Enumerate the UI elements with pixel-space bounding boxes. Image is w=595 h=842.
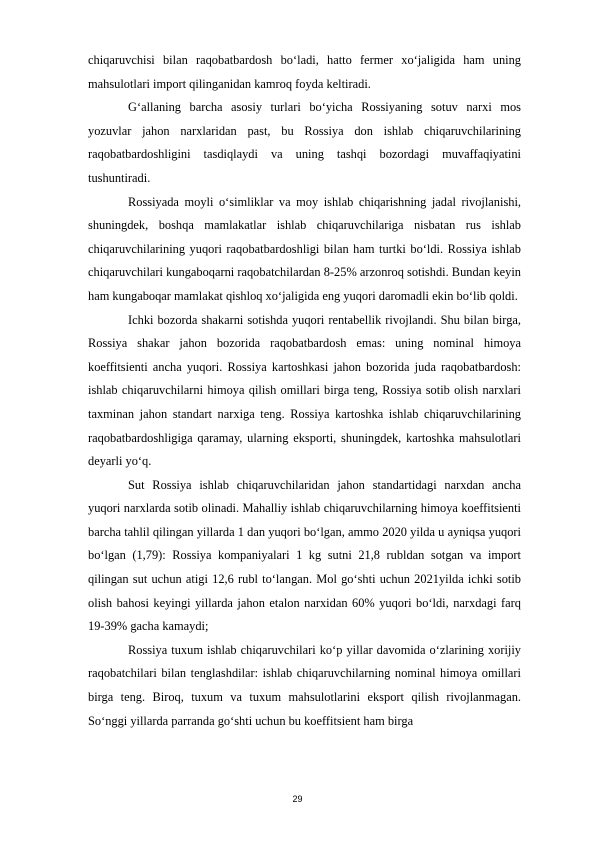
- document-body: [88, 49, 521, 733]
- paragraph-continuation: chiqaruvchisi bilan raqobatbardosh bo‘ladi, hatto fermer xo‘jaligida ham uning mahsulotlari import qilinganidan kamroq foyda keltiradi.: [88, 53, 521, 91]
- paragraph-sugar-potatoes: Ichki bozorda shakarni sotishda yuqori rentabellik rivojlandi. Shu bilan birga, Rossiya shakar jahon bozorida raqobatbardosh emas: uning nominal himoya koeffitsienti ancha yuqori. Rossiya kartoshkasi jahon bozorida juda raqobatbardosh: ishlab chiqaruvchilarni himoya qilish omillari birga teng, Rossiya sotib olish narxlari taxminan jahon standart narxiga teng. Rossiya kartoshka ishlab chiqaruvchilarining raqobatbardoshligiga qaramay, ularning eksporti, shuningdek, kartoshka mahsulotlari deyarli yo‘q.: [88, 312, 521, 469]
- paragraph-milk-beef: Sut Rossiya ishlab chiqaruvchilaridan jahon standartidagi narxdan ancha yuqori narxlarda sotib olinadi. Mahalliy ishlab chiqaruvchilarning himoya koeffitsienti barcha tahlil qilingan yillarda 1 dan yuqori bo‘lgan, ammo 2020 yilda u ayniqsa yuqori bo‘lgan (1,79): Rossiya kompaniyalari 1 kg sutni 21,8 rubldan sotgan va import qilingan sut uchun atigi 12,6 rubl to‘langan. Mol go‘shti uchun 2021yilda ichki sotib olish bahosi keyingi yillarda jahon etalon narxidan 60% yuqori bo‘ldi, narxdagi farq 19-39% gacha kamaydi;: [88, 477, 521, 634]
- paragraph-grain-prices: G‘allaning barcha asosiy turlari bo‘yicha Rossiyaning sotuv narxi mos yozuvlar jahon narxlaridan past, bu Rossiya don ishlab chiqaruvchilarining raqobatbardoshligini tasdiqlaydi va uning tashqi bozordagi muvaffaqiyatini tushuntiradi.: [88, 100, 521, 185]
- paragraph-eggs-poultry: Rossiya tuxum ishlab chiqaruvchilari ko‘p yillar davomida o‘zlarining xorijiy raqobatchilari bilan tenglashdilar: ishlab chiqaruvchilarning nominal himoya omillari birga teng. Biroq, tuxum va tuxum mahsulotlarini eksport qilish rivojlanmagan. So‘nggi yillarda parranda go‘shti uchun bu koeffitsient ham birga: [88, 642, 521, 728]
- page-number: 29: [292, 794, 303, 804]
- paragraph-oilseeds: Rossiyada moyli o‘simliklar va moy ishlab chiqarishning jadal rivojlanishi, shuningdek, boshqa mamlakatlar ishlab chiqaruvchilariga nisbatan rus ishlab chiqaruvchilarining yuqori raqobatbardoshligi bilan ham turtki bo‘ldi. Rossiya ishlab chiqaruvchilari kungaboqarni raqobatchilardan 8-25% arzonroq sotishdi. Bundan keyin ham kungaboqar mamlakat qishloq xo‘jaligida eng yuqori daromadli ekin bo‘lib qoldi.: [88, 194, 521, 303]
